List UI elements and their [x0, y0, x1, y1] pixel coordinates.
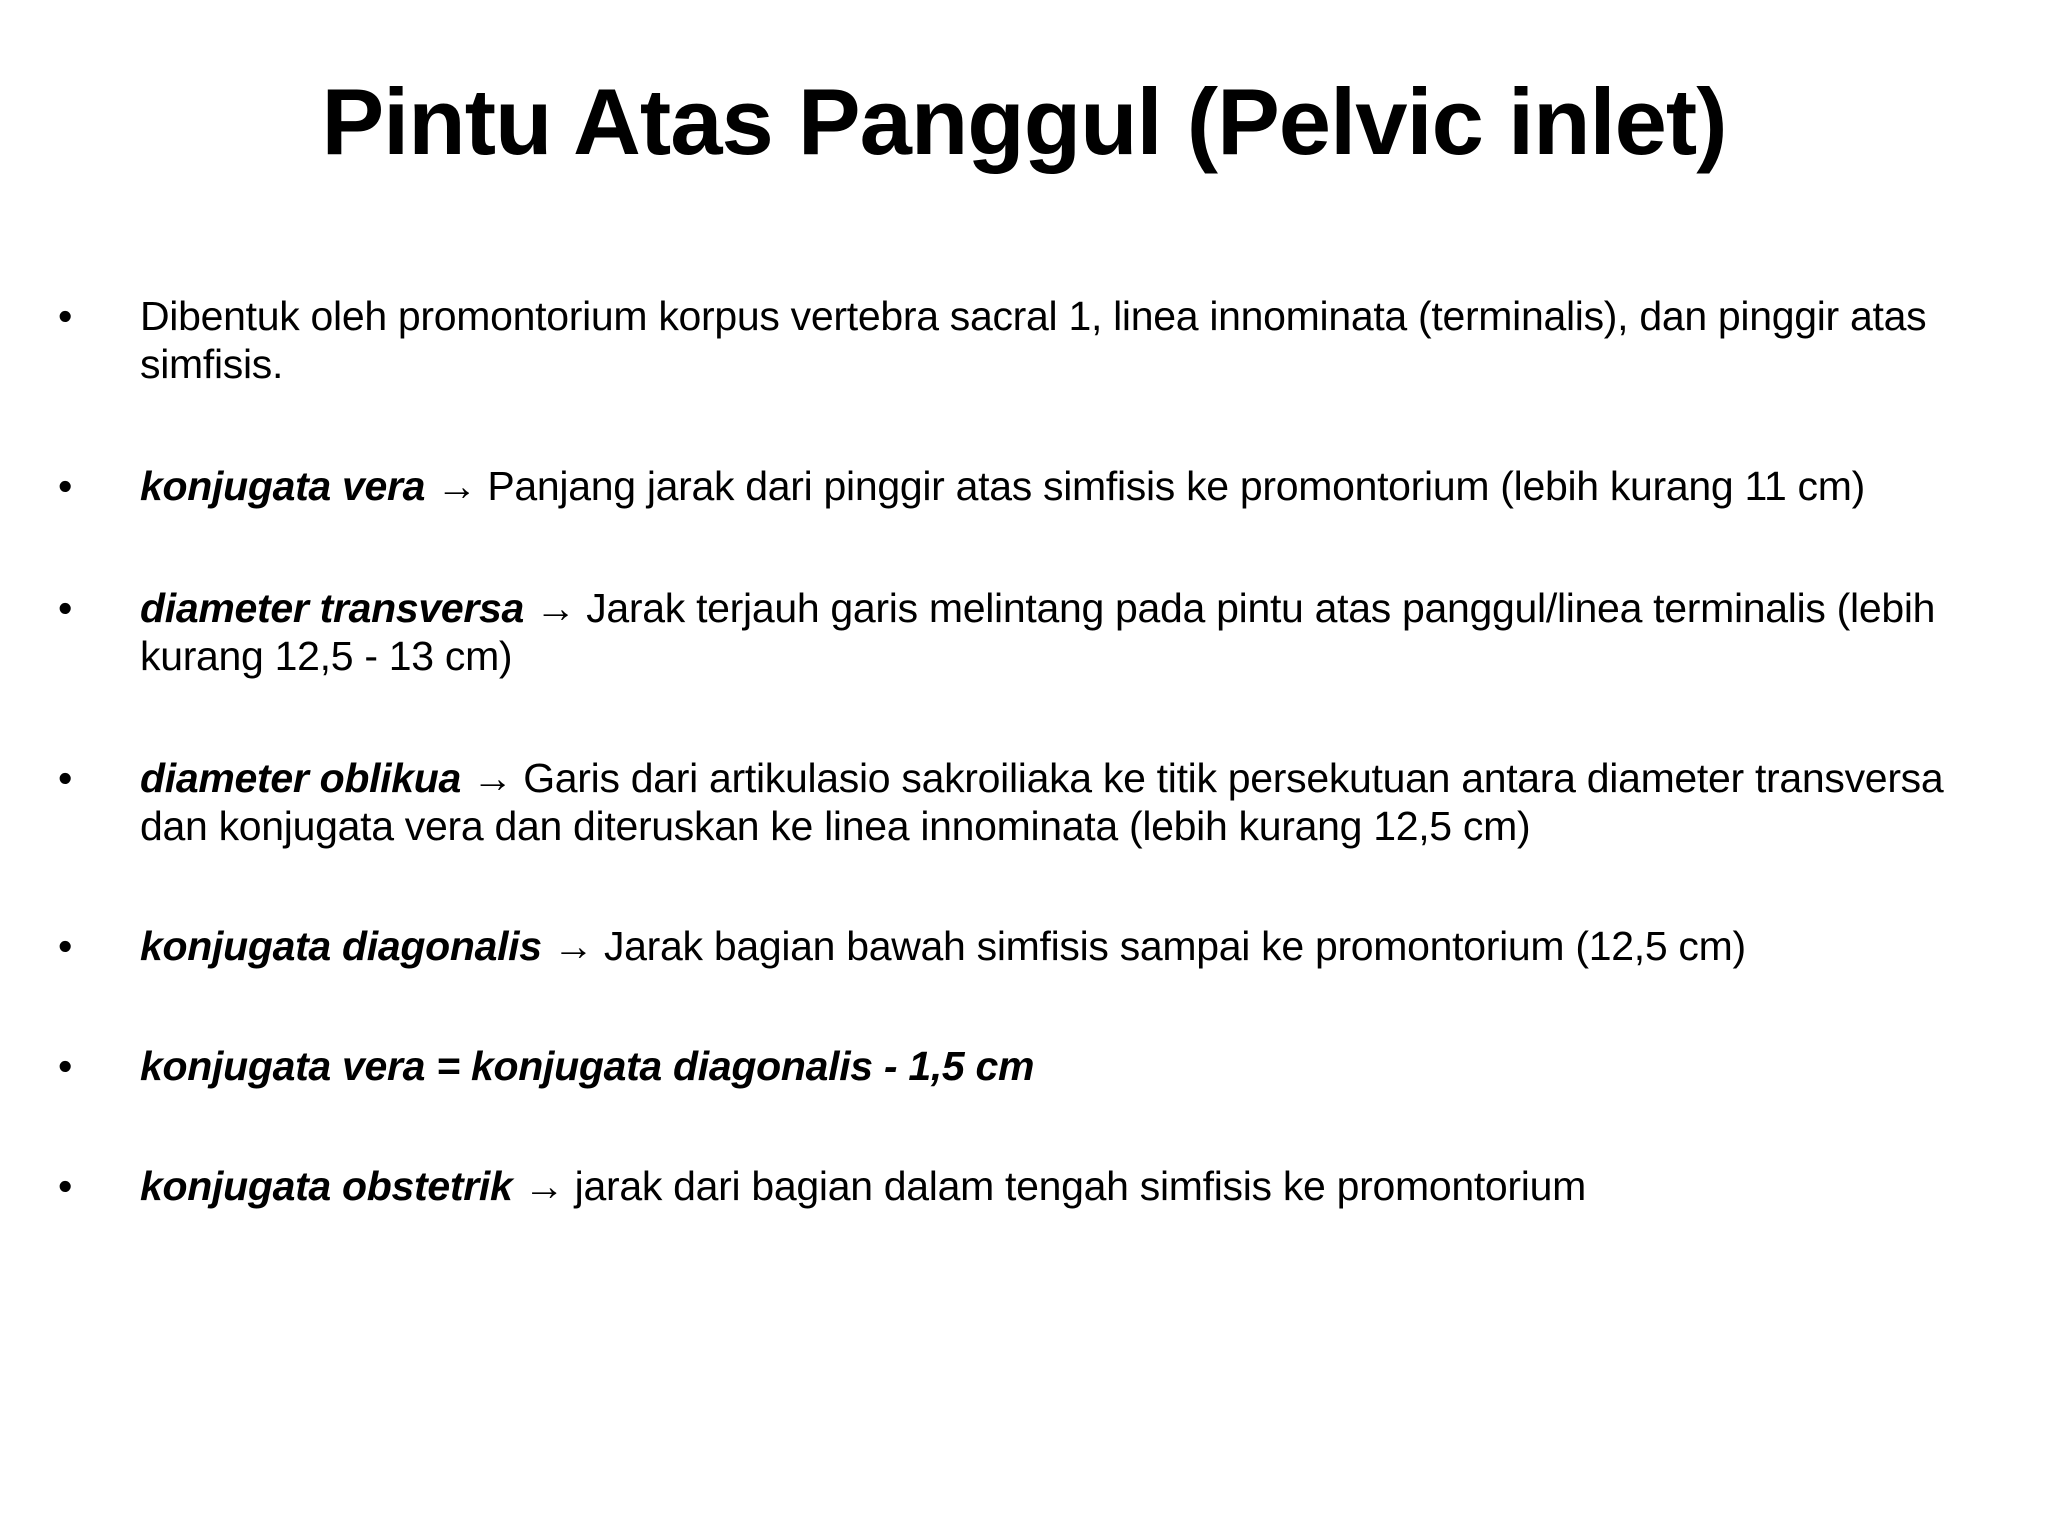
bullet-term: konjugata obstetrik: [140, 1163, 513, 1209]
arrow-right-icon: →: [535, 585, 576, 631]
arrow-right-icon: →: [436, 463, 477, 509]
bullet-text: Dibentuk oleh promontorium korpus vertebra sacral 1, linea innominata (terminalis), dan pinggir atas simfisis.: [140, 293, 1927, 387]
bullet-dot-icon: •: [58, 1163, 73, 1209]
bullet-item-formula: [58, 1042, 1998, 1090]
bullet-dot-icon: •: [58, 463, 73, 509]
bullet-text: Jarak bagian bawah simfisis sampai ke promontorium (12,5 cm): [603, 923, 1746, 969]
bullet-term: diameter transversa: [140, 585, 525, 631]
arrow-right-icon: →: [552, 923, 594, 969]
bullet-item-konjugata-diagonalis: [58, 922, 1998, 970]
bullet-term: diameter oblikua: [140, 755, 462, 801]
bullet-item-pelvic-inlet-definition: [58, 292, 1998, 388]
bullet-text: Jarak terjauh garis melintang pada pintu atas panggul/linea terminalis (lebih kurang 12,5 - 13 cm): [140, 585, 1936, 679]
bullet-item-konjugata-obstetrik: [58, 1162, 1998, 1210]
bullet-term: konjugata vera: [140, 463, 426, 509]
bullet-text: jarak dari bagian dalam tengah simfisis ke promontorium: [574, 1163, 1586, 1209]
bullet-text: Panjang jarak dari pinggir atas simfisis ke promontorium (lebih kurang 11 cm): [487, 463, 1865, 509]
bullet-item-diameter-transversa: [58, 584, 1998, 680]
slide-title: Pintu Atas Panggul (Pelvic inlet): [321, 69, 1727, 174]
arrow-right-icon: →: [472, 755, 513, 801]
bullet-formula: konjugata vera = konjugata diagonalis - 1,5 cm: [140, 1043, 1035, 1089]
bullet-item-diameter-oblikua: [58, 754, 1998, 850]
bullet-item-konjugata-vera: [58, 462, 1998, 510]
bullet-text: Garis dari artikulasio sakroiliaka ke titik persekutuan antara diameter transversa dan konjugata vera dan diteruskan ke linea innominata (lebih kurang 12,5 cm): [140, 755, 1944, 849]
bullet-dot-icon: •: [58, 923, 73, 969]
bullet-list: [58, 292, 1998, 1210]
bullet-dot-icon: •: [58, 1043, 73, 1089]
bullet-dot-icon: •: [58, 585, 73, 631]
arrow-right-icon: →: [523, 1163, 565, 1209]
bullet-dot-icon: •: [58, 755, 73, 801]
bullet-term: konjugata diagonalis: [140, 923, 542, 969]
bullet-dot-icon: •: [58, 293, 73, 339]
